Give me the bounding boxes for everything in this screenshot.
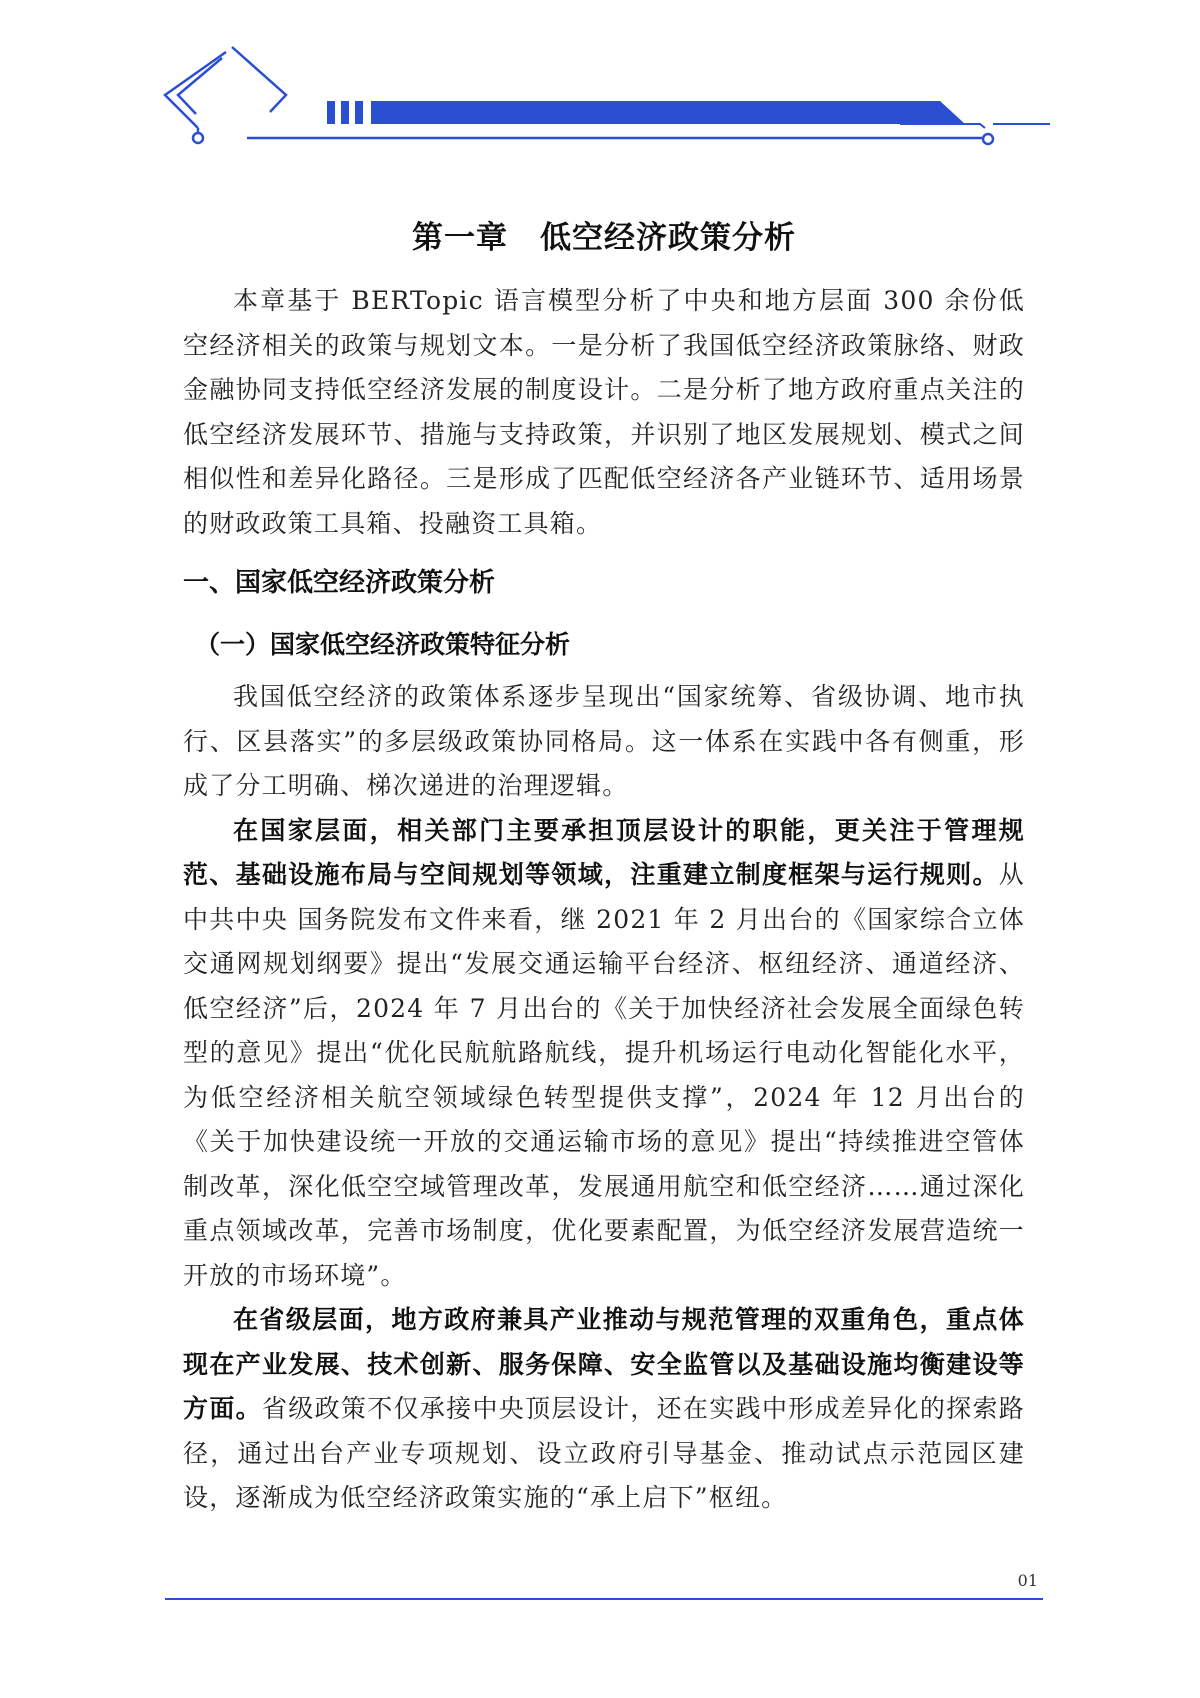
section-heading: 一、国家低空经济政策分析 xyxy=(183,568,496,598)
subsection-heading: （一）国家低空经济政策特征分析 xyxy=(195,630,571,659)
chapter-title: 第一章 低空经济政策分析 xyxy=(412,220,796,256)
header-decoration xyxy=(0,0,1200,160)
paragraph-3-lead: 在省级层面，地方政府兼具产业推动与规范管理的双重角色，重点体现在产业发展、技术创新、服务保障、安全监管以及基础设施均衡建设等方面。 xyxy=(183,1305,1025,1423)
header-line-end xyxy=(900,124,985,128)
body-paragraph-2 xyxy=(183,809,1025,1299)
page-number: 01 xyxy=(1017,1571,1038,1590)
body-paragraph-3 xyxy=(183,1298,1025,1521)
header-line-node xyxy=(983,134,993,144)
body-paragraph-1: 我国低空经济的政策体系逐步呈现出“国家统筹、省级协调、地市执行、区县落实”的多层级政策协同格局。这一体系在实践中各有侧重，形成了分工明确、梯次递进的治理逻辑。 xyxy=(183,682,1025,800)
main-content xyxy=(183,212,1025,1521)
paragraph-3-text: 省级政策不仅承接中央顶层设计，还在实践中形成差异化的探索路径，通过出台产业专项规划、设立政府引导基金、推动试点示范园区建设，逐渐成为低空经济政策实施的“承上启下”枢纽。 xyxy=(183,1394,1025,1512)
paragraph-2-lead: 在国家层面，相关部门主要承担顶层设计的职能，更关注于管理规范、基础设施布局与空间规划等领域，注重建立制度框架与运行规则。 xyxy=(183,815,1025,889)
intro-paragraph: 本章基于 BERTopic 语言模型分析了中央和地方层面 300 余份低空经济相关的政策与规划文本。一是分析了我国低空经济政策脉络、财政金融协同支持低空经济发展的制度设计。二是分析了地方政府重点关注的低空经济发展环节、措施与支持政策，并识别了地区发展规划、模式之间相似性和差异化路径。三是形成了匹配低空经济各产业链环节、适用场景的财政政策工具箱、投融资工具箱。 xyxy=(183,286,1025,538)
footer-line xyxy=(165,1598,1043,1600)
circuit-logo-graphic xyxy=(165,47,286,143)
header-bars xyxy=(327,101,965,124)
paragraph-2-text: 从中共中央 国务院发布文件来看，继 2021 年 2 月出台的《国家综合立体交通网规划纲要》提出“发展交通运输平台经济、枢纽经济、通道经济、低空经济”后，2024 年 7 月出台的《关于加快经济社会发展全面绿色转型的意见》提出“优化民航航路航线，提升机场运行电动化智能化水平，为低空经济相关航空领域绿色转型提供支撑”，2024 年 12 月出台的《关于加快建设统一开放的交通运输市场的意见》提出“持续推进空管体制改革，深化低空空域管理改革，发展通用航空和低空经济……通过深化重点领域改革，完善市场制度，优化要素配置，为低空经济发展营造统一开放的市场环境”。 xyxy=(183,860,1025,1290)
